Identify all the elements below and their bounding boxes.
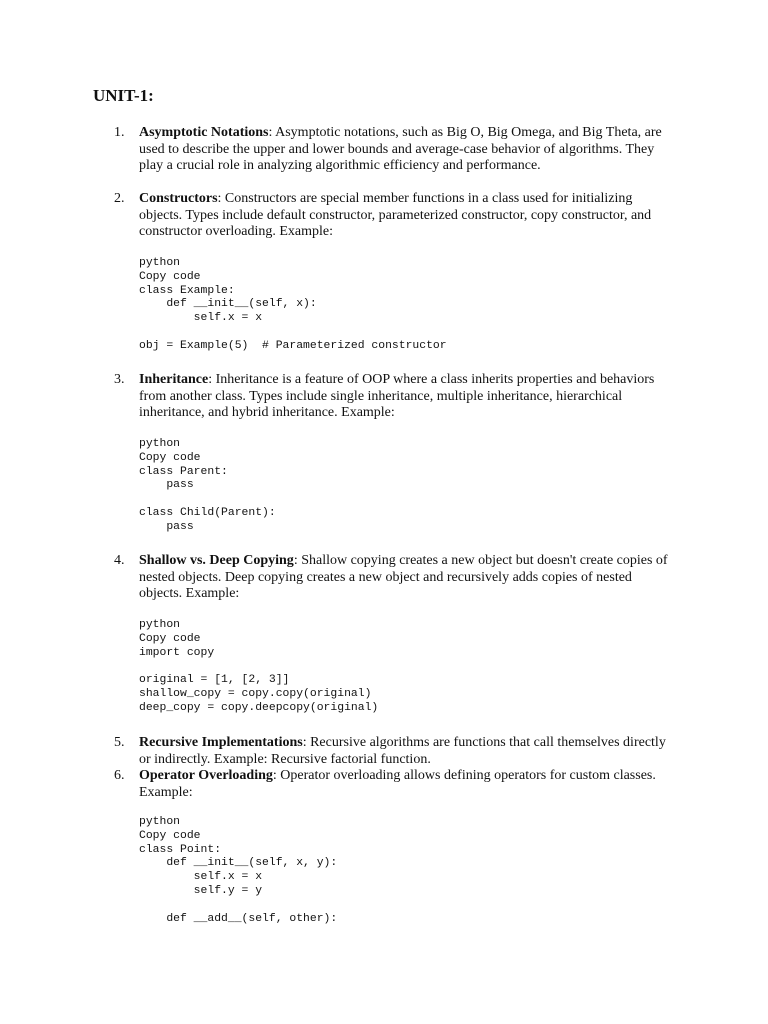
list-item-text — [139, 191, 677, 241]
list-number: 2. — [114, 191, 125, 206]
code-block-constructors: python Copy code class Example: def __init__(self, x): self.x = x obj = Example(5) # Parameterized constructor — [139, 257, 447, 352]
list-item-text — [139, 553, 677, 603]
list-number: 5. — [114, 735, 125, 750]
list-item-text — [139, 372, 677, 422]
list-number: 1. — [114, 125, 125, 140]
list-item-text — [139, 125, 677, 175]
term-description: : Inheritance is a feature of OOP where a class inherits properties and behaviors from another class. Types include single inheritance, multiple inheritance, hierarchical inheritance, and hybrid inheritance. Example: — [139, 372, 655, 421]
term-label: Constructors — [139, 191, 218, 206]
term-description: : Recursive algorithms are functions that call themselves directly or indirectly. Example: Recursive factorial function. — [139, 735, 666, 767]
code-block-copying: python Copy code import copy original = [1, [2, 3]] shallow_copy = copy.copy(original) deep_copy = copy.deepcopy(original) — [139, 619, 379, 714]
list-number: 6. — [114, 768, 125, 783]
term-label: Recursive Implementations — [139, 735, 303, 750]
term-description: : Shallow copying creates a new object but doesn't create copies of nested objects. Deep copying creates a new object and recursively adds copies of nested objects. Example: — [139, 553, 668, 602]
term-label: Inheritance — [139, 372, 209, 387]
term-description: : Constructors are special member functions in a class used for initializing objects. Types include default constructor, parameterized constructor, copy constructor, and constructor overloading. Example: — [139, 191, 652, 240]
term-description: : Asymptotic notations, such as Big O, Big Omega, and Big Theta, are used to describe the upper and lower bounds and average-case behavior of algorithms. They play a crucial role in analyzing algorithmic efficiency and performance. — [139, 125, 662, 174]
list-number: 3. — [114, 372, 125, 387]
code-block-operator-overloading: python Copy code class Point: def __init__(self, x, y): self.x = x self.y = y def __add__(self, other): — [139, 816, 338, 925]
term-description: : Operator overloading allows defining operators for custom classes. Example: — [139, 768, 656, 800]
list-item-text — [139, 735, 677, 768]
term-label: Shallow vs. Deep Copying — [139, 553, 294, 568]
term-label: Asymptotic Notations — [139, 125, 269, 140]
term-label: Operator Overloading — [139, 768, 273, 783]
list-item-text — [139, 768, 677, 801]
list-number: 4. — [114, 553, 125, 568]
code-block-inheritance: python Copy code class Parent: pass class Child(Parent): pass — [139, 438, 276, 533]
unit-heading: UNIT-1: — [93, 86, 154, 105]
